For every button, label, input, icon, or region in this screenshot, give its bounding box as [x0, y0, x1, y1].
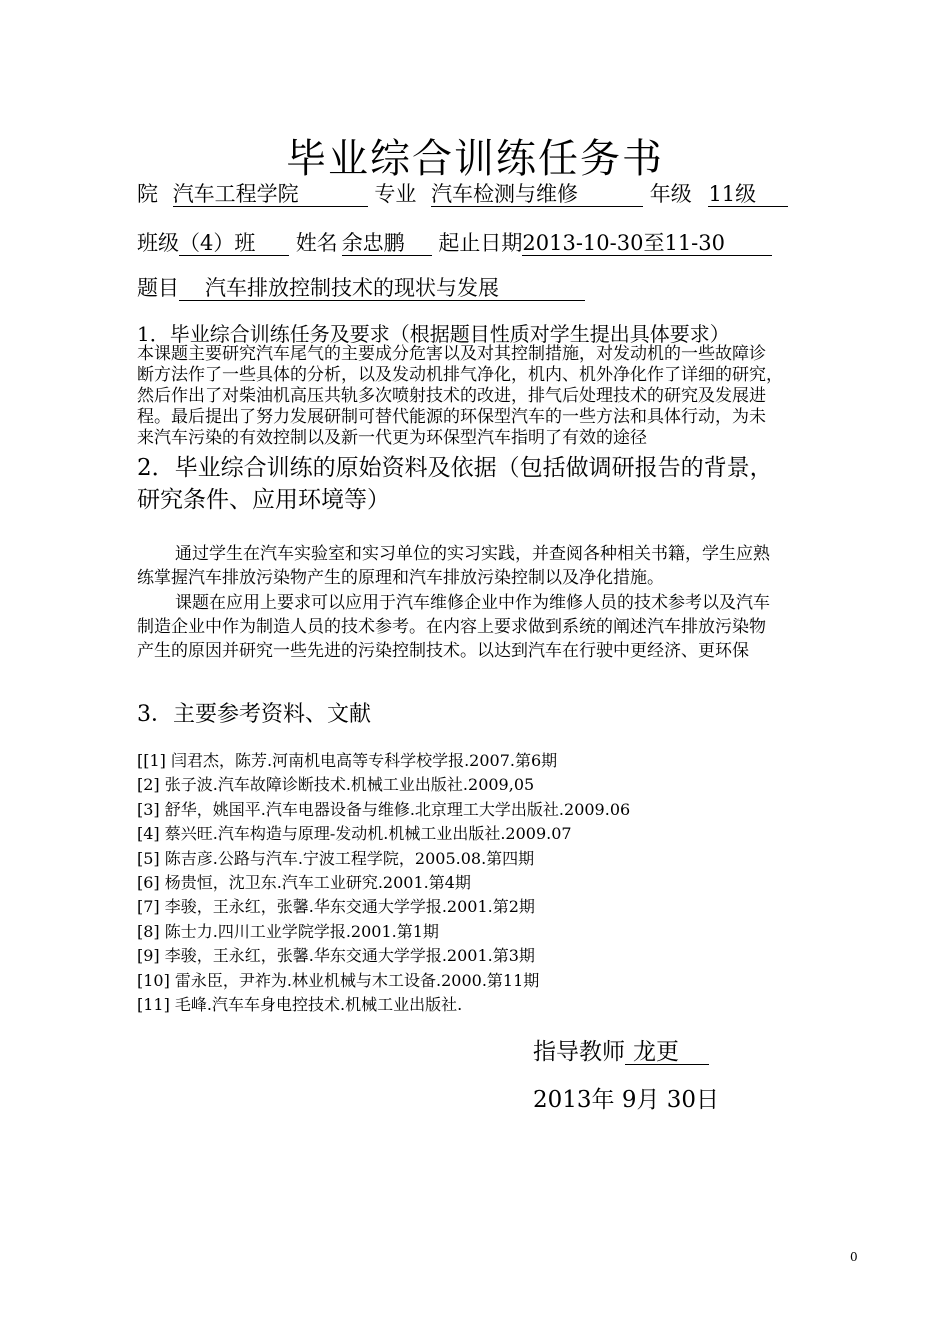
reference-item: [6] 杨贵恒，沈卫东.汽车工业研究.2001.第4期: [137, 872, 471, 892]
info-row-1: [137, 178, 788, 208]
reference-item: [7] 李骏，王永红，张馨.华东交通大学学报.2001.第2期: [137, 897, 535, 917]
reference-item: [9] 李骏，王永红，张馨.华东交通大学学报.2001.第3期: [137, 946, 535, 966]
period-label: 起止日期: [438, 231, 523, 255]
section-2-para-2: 课题在应用上要求可以应用于汽车维修企业中作为维修人员的技术参考以及汽车 制造企业中作为制造人员的技术参考。在内容上要求做到系统的阐述汽车排放污染物 产生的原因并研究一些先进的污染控制技术。以达到汽车在行驶中更经济、更环保: [137, 593, 770, 661]
college-label: 院: [137, 182, 158, 206]
name-value: 余忠鹏: [342, 231, 432, 256]
section-2-heading: 2．毕业综合训练的原始资料及依据（包括做调研报告的背景， 研究条件、应用环境等）: [137, 455, 773, 513]
reference-list: [137, 749, 630, 1017]
reference-item: [11] 毛峰.汽车车身电控技术.机械工业出版社.: [137, 994, 463, 1014]
reference-item: [4] 蔡兴旺.汽车构造与原理-发动机.机械工业出版社.2009.07: [137, 824, 572, 844]
page-number: 0: [850, 1250, 858, 1264]
section-2-para-1: 通过学生在汽车实验室和实习单位的实习实践，并查阅各种相关书籍，学生应熟 练掌握汽车排放污染物产生的原理和汽车排放污染控制以及净化措施。: [137, 544, 770, 588]
major-value: 汽车检测与维修: [431, 182, 643, 207]
advisor-row: [533, 1033, 709, 1066]
reference-item: [2] 张子波.汽车故障诊断技术.机械工业出版社.2009,05: [137, 775, 535, 795]
class-label: 班级: [137, 231, 179, 255]
reference-item: [3] 舒华，姚国平.汽车电器设备与维修.北京理工大学出版社.2009.06: [137, 799, 631, 819]
advisor-label: 指导教师: [533, 1039, 625, 1065]
section-1-line: 程。最后提出了努力发展研制可替代能源的环保型汽车的一些方法和具体行动，为未: [137, 407, 766, 427]
major-label: 专业: [374, 182, 417, 206]
section-1-line: 然后作出了对柴油机高压共轨多次喷射技术的改进，排气后处理技术的研究及发展进: [137, 386, 766, 406]
reference-item: [8] 陈士力.四川工业学院学报.2001.第1期: [137, 921, 439, 941]
document-title: 毕业综合训练任务书: [286, 136, 664, 182]
class-value: （4）班: [179, 231, 289, 256]
sign-date: 2013年 9月 30日: [533, 1087, 720, 1113]
grade-label: 年级: [649, 182, 692, 206]
section-1-line: 断方法作了一些具体的分析，以及发动机排气净化，机内、机外净化作了详细的研究，: [137, 365, 783, 385]
section-1-body: [137, 344, 867, 449]
reference-item: [[1] 闫君杰，陈芳.河南机电高等专科学校学报.2007.第6期: [137, 751, 558, 770]
section-1-heading: 1．毕业综合训练任务及要求（根据题目性质对学生提出具体要求）: [137, 322, 730, 346]
period-value: 2013-10-30至11-30: [522, 231, 772, 256]
name-label: 姓名: [295, 231, 338, 255]
section-1-line: 来汽车污染的有效控制以及新一代更为环保型汽车指明了有效的途径: [137, 428, 647, 448]
topic-value: 汽车排放控制技术的现状与发展: [179, 276, 585, 301]
reference-item: [5] 陈吉彦.公路与汽车.宁波工程学院，2005.08.第四期: [137, 848, 535, 868]
topic-row: [137, 272, 585, 302]
info-row-2: [137, 227, 772, 257]
grade-value: 11级: [708, 182, 788, 207]
reference-item: [10] 雷永臣，尹祚为.林业机械与木工设备.2000.第11期: [137, 970, 540, 990]
section-3-heading: 3．主要参考资料、文献: [137, 702, 371, 727]
advisor-name: 龙更: [625, 1040, 709, 1065]
college-value: 汽车工程学院: [173, 182, 368, 207]
section-1-line: 本课题主要研究汽车尾气的主要成分危害以及对其控制措施，对发动机的一些故障诊: [137, 344, 766, 364]
topic-label: 题目: [137, 276, 179, 300]
